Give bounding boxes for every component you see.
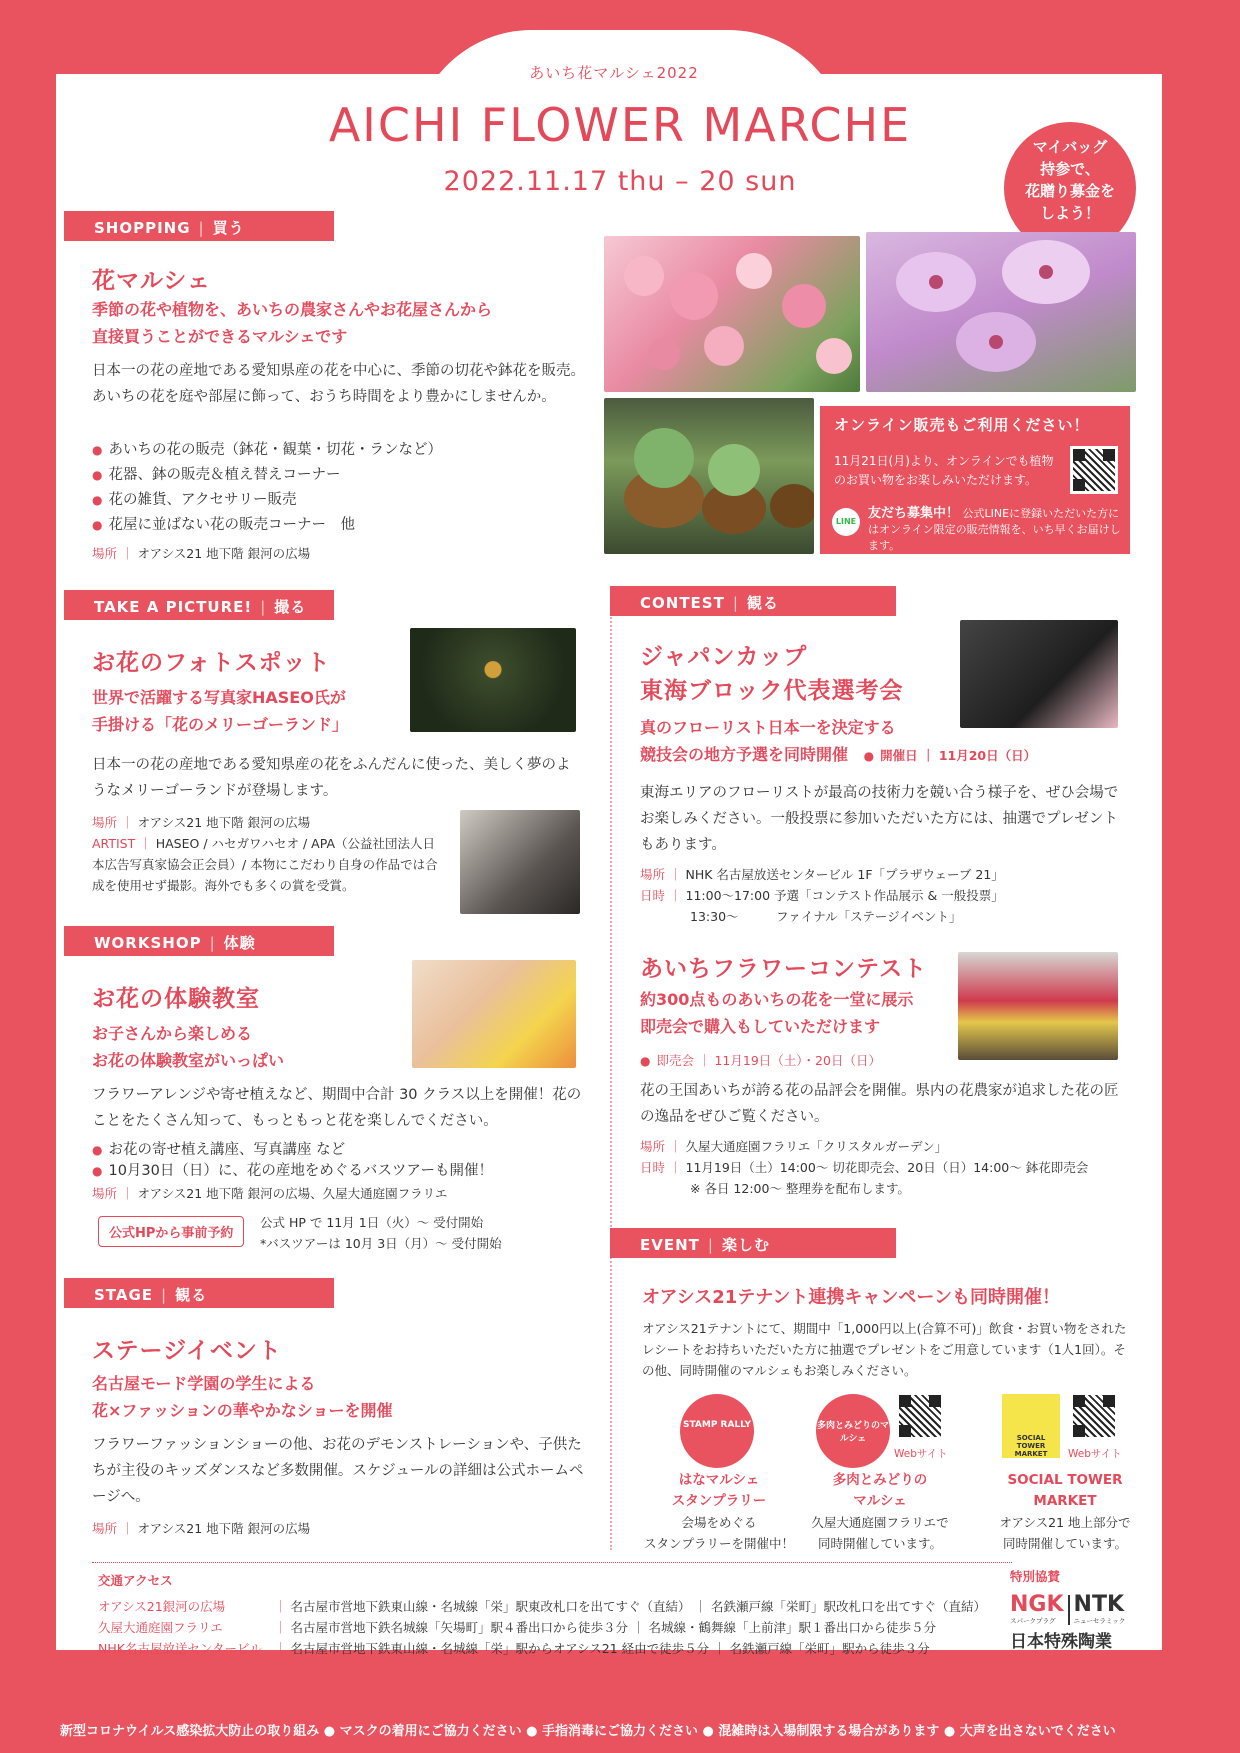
reserve-info: 公式 HP で 11月 1日（火）〜 受付開始 *バスツアーは 10月 3日（月）〜 受付開始	[260, 1215, 502, 1251]
orchid-illustration	[866, 232, 1136, 392]
artist-photo	[460, 810, 580, 914]
child-flowers-photo	[412, 960, 576, 1068]
list-item: ● 10月30日（日）に、花の産地をめぐるバスツアーも開催！	[92, 1163, 493, 1179]
table-row: 久屋大通庭園フラリエ ｜ 名古屋市営地下鉄名城線「矢場町」駅４番出口から徒歩３分 ｜ 名城線・鶴舞線「上前津」駅１番出口から徒歩５分	[98, 1620, 936, 1635]
footer-notice: 新型コロナウイルス感染拡大防止の取り組み ● マスクの着用にご協力ください ● 手指消毒にご協力ください ● 混雑時は入場制限する場合があります ● 大声を出さないでください	[60, 1724, 1116, 1739]
list-item: ● 花の雑貨、アクセサリー販売	[92, 492, 297, 508]
workshop-body: フラワーアレンジや寄せ植えなど、期間中合計 30 クラス以上を開催！花のことをたくさん知って、もっともっと花を楽しんでください。	[92, 1087, 582, 1129]
shopping-tag: SHOPPING | 買う	[64, 211, 334, 241]
hanging-basket-photo	[604, 398, 814, 554]
workshop-title: お花の体験教室	[92, 986, 260, 1012]
social-tower-logo: SOCIAL TOWER MARKET	[1002, 1394, 1060, 1458]
contest-tag: CONTEST | 観る	[610, 586, 896, 616]
event-tag: EVENT | 楽しむ	[610, 1228, 896, 1258]
succulent-marche-info: 多肉とみどりの マルシェ 久屋大通庭園フラリエで 同時開催しています。	[811, 1472, 949, 1551]
flower-contest-title: あいちフラワーコンテスト	[640, 956, 928, 982]
list-item: ● 花屋に並ばない花の販売コーナー 他	[92, 517, 355, 533]
succulent-qr-code[interactable]	[896, 1392, 944, 1440]
flower-contest-date: ● 即売会 ｜ 11月19日（土）・20日（日）	[640, 1053, 881, 1068]
succulent-website-link[interactable]: Webサイト	[894, 1448, 948, 1460]
column-divider	[610, 590, 612, 1550]
shopping-bullets	[92, 438, 592, 538]
stage-subtitle: 名古屋モード学園の学生による 花×ファッションの華やかなショーを開催	[92, 1374, 393, 1420]
sponsor-label: 特別協賛	[1010, 1569, 1061, 1584]
basket-illustration	[604, 398, 814, 554]
social-tower-info: SOCIAL TOWER MARKET オアシス21 地上部分で 同時開催しています。	[999, 1472, 1131, 1551]
social-tower-qr-code[interactable]	[1070, 1392, 1118, 1440]
reserve-button[interactable]: 公式HPから事前予約	[98, 1216, 244, 1247]
shopping-title: 花マルシェ	[92, 268, 211, 294]
online-sales-box	[820, 406, 1130, 554]
workshop-tag: WORKSHOP | 体験	[64, 926, 334, 956]
online-text: 11月21日(月)より、オンラインでも植物のお買い物をお楽しみいただけます。	[834, 454, 1054, 487]
picture-body: 日本一の花の産地である愛知県産の花をふんだんに使った、美しく夢のようなメリーゴーランドが登場します。	[92, 757, 571, 799]
sponsor-logo: NGK スパークプラグ NTK ニューセラミック 日本特殊陶業	[1010, 1592, 1126, 1652]
workshop-bullets	[92, 1140, 592, 1182]
event-subtitle: あいち花マルシェ2022	[529, 64, 699, 82]
contest-photo	[960, 620, 1118, 728]
line-text: 友だち募集中！ 公式LINEに登録いただいた方にはオンライン限定の販売情報を、いち早くお届けします。	[868, 506, 1121, 552]
list-item: ● 花器、鉢の販売＆植え替えコーナー	[92, 467, 341, 483]
contest-details: 場所 ｜ NHK 名古屋放送センタービル 1F「プラザウェーブ 21」 日時 ｜ 11:00〜17:00 予選「コンテスト作品展示 & 一般投票」 13:30〜 ファイナル「ステージイベント」	[640, 867, 1004, 924]
flower-contest-subtitle: 約300点ものあいちの花を一堂に展示 即売会で購入もしていただけます	[640, 990, 914, 1036]
event-date: 2022.11.17 thu – 20 sun	[443, 166, 797, 197]
social-tower-website-link[interactable]: Webサイト	[1068, 1448, 1122, 1460]
picture-details: 場所 ｜ オアシス21 地下階 銀河の広場 ARTIST ｜ HASEO / ハセガワハセオ / APA（公益社団法人日本広告写真家協会正会員）/ 本物にこだわり自身の作品では合成を使用せず撮影。海外でも多くの賞を受賞。	[92, 815, 438, 893]
contest-title: ジャパンカップ 東海ブロック代表選考会	[640, 644, 904, 704]
stage-tag: STAGE | 観る	[64, 1278, 334, 1308]
online-qr-code[interactable]	[1070, 446, 1118, 494]
succulent-marche-badge: 多肉とみどりのマルシェ	[816, 1394, 890, 1468]
stamp-rally-info: はなマルシェ スタンプラリー 会場をめぐる スタンプラリーを開催中！	[643, 1472, 794, 1551]
merry-go-round-photo	[410, 628, 576, 732]
picture-subtitle: 世界で活躍する写真家HASEO氏が 手掛ける「花のメリーゴーランド」	[92, 688, 349, 734]
flower-contest-body: 花の王国あいちが誇る花の品評会を開催。県内の花農家が追求した花の匠の逸品をぜひご覧ください。	[640, 1083, 1119, 1125]
event-body: オアシス21テナントにて、期間中「1,000円以上(合算不可)」飲食・お買い物をされたレシートをお持ちいただいた方に抽選でプレゼントをご用意しています（1人1回）。その他、同時開催のマルシェもお楽しみください。	[642, 1321, 1127, 1378]
access-divider	[92, 1562, 1012, 1563]
table-row: オアシス21銀河の広場 ｜ 名古屋市営地下鉄東山線・名城線「栄」駅東改札口を出てすぐ（直結） ｜ 名鉄瀬戸線「栄町」駅改札口を出てすぐ（直結）	[98, 1599, 986, 1614]
shopping-place: 場所 ｜ オアシス21 地下階 銀河の広場	[92, 546, 311, 561]
online-title: オンライン販売もご利用ください！	[834, 416, 1090, 434]
contest-body: 東海エリアのフローリストが最高の技術力を競い合う様子を、ぜひ会場でお楽しみください。一般投票に参加いただいた方には、抽選でプレゼントもあります。	[640, 785, 1119, 853]
event-title: AICHI FLOWER MARCHE	[328, 98, 912, 152]
flower-contest-details: 場所 ｜ 久屋大通庭園フラリエ「クリスタルガーデン」 日時 ｜ 11月19日（土）14:00〜 切花即売会、20日（日）14:00〜 鉢花即売会 ※ 各日 12:00〜 整理券を配布します。	[640, 1139, 1089, 1196]
event-title: オアシス21テナント連携キャンペーンも同時開催！	[642, 1287, 1060, 1308]
roses-illustration	[604, 236, 860, 392]
picture-title: お花のフォトスポット	[92, 650, 331, 676]
orchid-photo	[866, 232, 1136, 392]
stage-place: 場所 ｜ オアシス21 地下階 銀河の広場	[92, 1521, 311, 1536]
stage-title: ステージイベント	[92, 1338, 282, 1364]
table-row: NHK名古屋放送センタービル ｜ 名古屋市営地下鉄東山線・名城線「栄」駅からオアシス21 経由で徒歩５分 ｜ 名鉄瀬戸線「栄町」駅から徒歩３分	[98, 1641, 930, 1656]
workshop-place: 場所 ｜ オアシス21 地下階 銀河の広場、久屋大通庭園フラリエ	[92, 1186, 448, 1201]
access-table	[98, 1596, 998, 1659]
bag-note-badge: マイバッグ 持参で、 花贈り募金を しよう！	[1004, 122, 1136, 254]
list-item: ● あいちの花の販売（鉢花・観葉・切花・ランなど）	[92, 442, 442, 458]
stage-body: フラワーファッションショーの他、お花のデモンストレーションや、子供たちが主役のキッズダンスなど多数開催。スケジュールの詳細は公式ホームページへ。	[92, 1437, 584, 1505]
workshop-subtitle: お子さんから楽しめる お花の体験教室がいっぱい	[92, 1024, 285, 1070]
stamp-rally-badge: STAMP RALLY	[680, 1394, 754, 1468]
shopping-body: 日本一の花の産地である愛知県産の花を中心に、季節の切花や鉢花を販売。あいちの花を庭や部屋に飾って、おうち時間をより豊かにしませんか。	[92, 363, 585, 405]
picture-tag: TAKE A PICTURE! | 撮る	[64, 590, 334, 620]
line-icon: LINE	[832, 508, 860, 536]
contest-subtitle: 真のフローリスト日本一を決定する 競技会の地方予選を同時開催 ● 開催日 ｜ 11月20日（日）	[640, 718, 1037, 764]
flower-exhibit-photo	[958, 952, 1118, 1060]
access-title: 交通アクセス	[98, 1573, 173, 1588]
list-item: ● お花の寄せ植え講座、写真講座 など	[92, 1142, 346, 1158]
roses-photo	[604, 236, 860, 392]
shopping-subtitle: 季節の花や植物を、あいちの農家さんやお花屋さんから 直接買うことができるマルシェです	[92, 300, 493, 346]
